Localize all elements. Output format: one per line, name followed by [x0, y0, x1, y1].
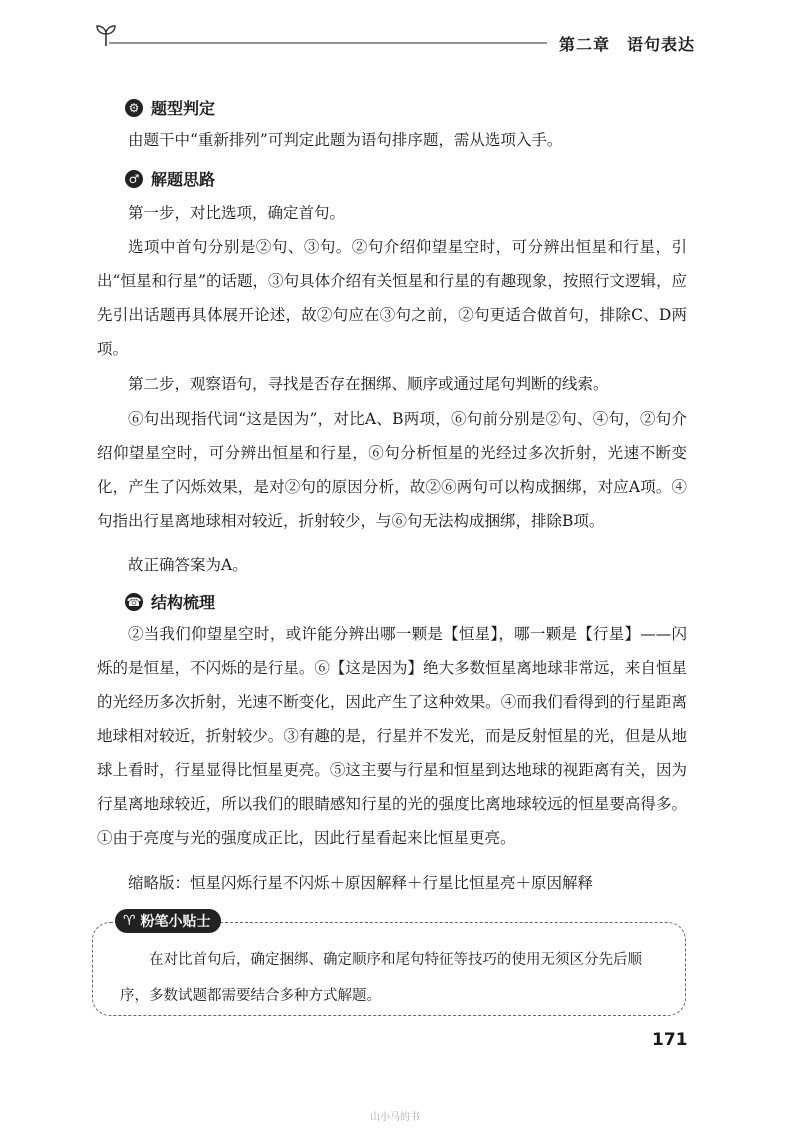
tip-label: 粉笔小贴士: [140, 914, 211, 930]
paragraph: 选项中首句分别是②句、③句。②句介绍仰望星空时，可分辨出恒星和行星，引出“恒星和行星”的话题，③句具体介绍有关恒星和行星的有趣现象，按照行文逻辑，应先引出话题再具体展开论述，故②句应在③句之前，②句更适合做首句，排除C、D两项。: [97, 238, 687, 358]
section-heading-structure: [125, 590, 215, 613]
paragraph: 第二步，观察语句，寻找是否存在捆绑、顺序或通过尾句判断的线索。: [128, 375, 609, 393]
paragraph: 由题干中“重新排列”可判定此题为语句排序题，需从选项入手。: [128, 131, 563, 149]
chapter-title: 第二章 语句表达: [558, 35, 695, 54]
paragraph: 故正确答案为A。: [128, 556, 248, 574]
thinking-icon: ♂: [125, 170, 143, 188]
tip-badge: [115, 909, 221, 933]
paragraph: 缩略版：恒星闪烁行星不闪烁＋原因解释＋行星比恒星亮＋原因解释: [128, 874, 594, 892]
paragraph: ②当我们仰望星空时，或许能分辨出哪一颗是【恒星】，哪一颗是【行星】——闪烁的是恒星，不闪烁的是行星。⑥【这是因为】绝大多数恒星离地球非常远，来自恒星的光经历多次折射，光速不断变化，因此产生了这种效果。④而我们看得到的行星距离地球相对较近，折射较少。③有趣的是，行星并不发光，而是反射恒星的光，但是从地球上看时，行星显得比恒星更亮。⑤这主要与行星和恒星到达地球的视距离有关，因为行星离地球较近，所以我们的眼睛感知行星的光的强度比离地球较远的恒星要高得多。①由于亮度与光的强度成正比，因此行星看起来比恒星更亮。: [97, 625, 687, 847]
sprout-icon: [95, 22, 117, 48]
section-title: 解题思路: [151, 170, 216, 189]
page-number: 171: [652, 1030, 688, 1050]
section-title: 题型判定: [151, 99, 216, 118]
section-heading-approach: [125, 167, 215, 190]
paragraph: 第一步，对比选项，确定首句。: [128, 204, 346, 222]
structure-icon: ☎: [126, 594, 142, 609]
gear-icon: ⚙: [125, 99, 143, 117]
header-rule: [109, 42, 547, 44]
tip-text: 在对比首句后，确定捆绑、确定顺序和尾句特征等技巧的使用无须区分先后顺序，多数试题都需要结合多种方式解题。: [120, 952, 642, 1004]
section-heading-type: [125, 96, 215, 119]
section-title: 结构梳理: [151, 593, 216, 612]
paragraph: ⑥句出现指代词“这是因为”，对比A、B两项，⑥句前分别是②句、④句，②句介绍仰望星空时，可分辨出恒星和行星，⑥句分析恒星的光经过多次折射，光速不断变化，产生了闪烁效果，是对②句的原因分析，故②⑥两句可以构成捆绑，对应A项。④句指出行星离地球相对较近，折射较少，与⑥句无法构成捆绑，排除B项。: [97, 410, 687, 530]
sprout-icon: ♈: [123, 913, 136, 929]
footer-watermark: 山小马的书: [370, 1112, 420, 1123]
page-header: [95, 20, 695, 60]
